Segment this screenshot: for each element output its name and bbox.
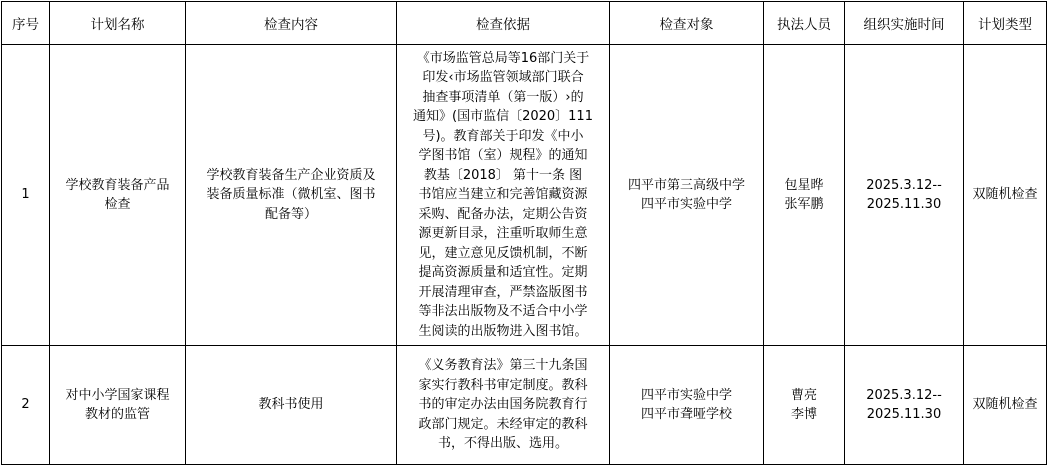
text-line: 装备质量标准（微机室、图书 — [206, 187, 376, 203]
text-line: 通知》(国市监信〔2020〕111 — [413, 109, 593, 125]
cell-plan-name — [50, 45, 186, 346]
text-line: 抽查事项清单（第一版）›的 — [422, 89, 584, 105]
cell-basis — [397, 45, 610, 346]
header-no: 序号 — [2, 2, 50, 45]
cell-no: 1 — [2, 45, 50, 346]
cell-targets — [610, 45, 764, 346]
header-time: 组织实施时间 — [845, 2, 964, 45]
text-line: 2025.3.12-- — [866, 177, 942, 193]
text-line: 四平市聋哑学校 — [640, 407, 732, 422]
text-line: 2025.11.30 — [866, 197, 942, 212]
text-line: 开展清理审查，严禁盗版图书 — [418, 284, 588, 300]
text-line: 张军鹏 — [784, 197, 824, 212]
text-line: 提高资源质量和适宜性。定期 — [418, 265, 588, 281]
text-line: 配备等） — [264, 206, 317, 222]
text-line: 2025.11.30 — [866, 407, 942, 422]
text-line: 生阅读的出版物进入图书馆。 — [418, 323, 588, 339]
cell-type: 双随机检查 — [964, 45, 1047, 346]
text-line: 教材的监管 — [84, 407, 150, 422]
text-line: 书馆应当建立和完善馆藏资源 — [418, 187, 588, 203]
cell-content — [186, 346, 397, 465]
cell-officers — [764, 45, 845, 346]
cell-type: 双随机检查 — [964, 346, 1047, 465]
table-row — [2, 45, 1047, 346]
text-line: 见，建立意见反馈机制，不断 — [418, 245, 588, 261]
cell-officers — [764, 346, 845, 465]
text-line: 2025.3.12-- — [866, 387, 942, 403]
header-targets: 检查对象 — [610, 2, 764, 45]
text-line: 四平市第三高级中学 — [627, 177, 745, 193]
text-line: 号)。教育部关于印发《中小 — [422, 128, 584, 144]
text-line: 书的审定办法由国务院教育行 — [418, 397, 588, 413]
header-type: 计划类型 — [964, 2, 1047, 45]
cell-no: 2 — [2, 346, 50, 465]
text-line: 教科书使用 — [258, 397, 324, 413]
text-line: 政部门规定。未经审定的教科 — [418, 416, 588, 432]
text-line: 《义务教育法》第三十九条国 — [418, 358, 588, 374]
table-row — [2, 346, 1047, 465]
header-basis: 检查依据 — [397, 2, 610, 45]
text-line: 书，不得出版、选用。 — [437, 436, 568, 452]
cell-plan-name — [50, 346, 186, 465]
cell-content — [186, 45, 397, 346]
text-line: 等非法出版物及不适合中小学 — [418, 304, 588, 320]
cell-basis — [397, 346, 610, 465]
text-line: 曹亮 — [790, 387, 817, 403]
text-line: 学图书馆（室）规程》的通知 — [418, 148, 588, 164]
text-line: 印发‹市场监管领域部门联合 — [422, 70, 584, 86]
header-row — [2, 2, 1047, 45]
text-line: 教基〔2018〕 第十一条 图 — [423, 167, 583, 183]
text-line: 李博 — [790, 407, 817, 422]
text-line: 家实行教科书审定制度。教科 — [418, 377, 588, 393]
text-line: 四平市实验中学 — [640, 197, 732, 212]
inspection-plan-table — [1, 1, 1047, 465]
text-line: 学校教育装备产品 — [65, 177, 170, 193]
text-line: 采购、配备办法，定期公告资 — [418, 206, 588, 222]
text-line: 四平市实验中学 — [640, 387, 732, 403]
text-line: 《市场监管总局等16部门关于 — [416, 50, 590, 66]
text-line: 源更新目录，注重听取师生意 — [418, 226, 588, 242]
cell-targets — [610, 346, 764, 465]
header-content: 检查内容 — [186, 2, 397, 45]
text-line: 检查 — [104, 197, 131, 212]
header-officers: 执法人员 — [764, 2, 845, 45]
text-line: 包星晔 — [784, 177, 824, 193]
cell-time — [845, 346, 964, 465]
text-line: 学校教育装备生产企业资质及 — [206, 167, 376, 183]
text-line: 对中小学国家课程 — [65, 387, 170, 403]
cell-time — [845, 45, 964, 346]
header-plan-name: 计划名称 — [50, 2, 186, 45]
